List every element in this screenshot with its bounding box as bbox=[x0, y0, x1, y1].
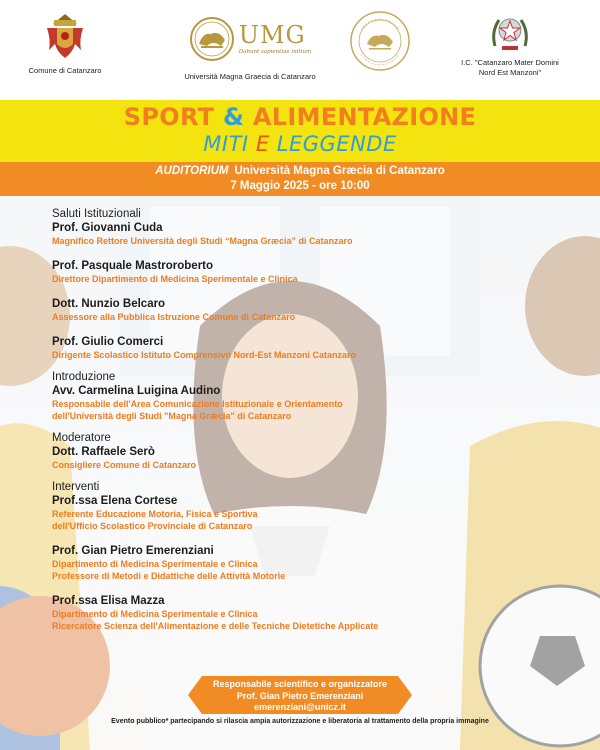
umg-anniversary-seal-icon bbox=[349, 10, 411, 72]
logo-caption-ic-line1: I.C. "Catanzaro Mater Domini bbox=[461, 58, 559, 67]
section-heading-saluti: Saluti Istituzionali bbox=[52, 208, 141, 220]
umg-motto: Dabunt sapientiae initium bbox=[238, 49, 312, 55]
organizer-title: Responsabile scientifico e organizzatore bbox=[212, 679, 388, 689]
speaker-role: Referente Educazione Motoria, Fisica e Sportiva bbox=[52, 509, 258, 519]
event-title bbox=[0, 103, 600, 131]
subtitle-word-leggende: LEGGENDE bbox=[276, 132, 397, 156]
umg-wordmark: UMG bbox=[238, 21, 306, 49]
title-word-sport: SPORT bbox=[123, 103, 215, 131]
program bbox=[52, 207, 572, 632]
logo-caption-umg: Università Magna Graecia di Catanzaro bbox=[184, 72, 316, 81]
speaker-role: Dipartimento di Medicina Sperimentale e Clinica bbox=[52, 609, 258, 619]
umg-logo-icon bbox=[189, 16, 235, 62]
speaker-role: Assessore alla Pubblica Istruzione Comune di Catanzaro bbox=[52, 312, 296, 322]
title-word-alimentazione: ALIMENTAZIONE bbox=[252, 103, 477, 131]
event-date: 7 Maggio 2025 - ore 10:00 bbox=[230, 180, 370, 192]
speaker-name: Prof.ssa Elisa Mazza bbox=[52, 595, 165, 607]
speaker-role: Responsabile dell'Area Comunicazione Istituzionale e Orientamento bbox=[52, 399, 343, 409]
speaker-name: Prof. Giulio Comerci bbox=[52, 336, 164, 348]
italian-republic-emblem-icon bbox=[489, 10, 531, 54]
logo-istituto-comprensivo bbox=[430, 10, 590, 78]
speaker-role: dell'Ufficio Scolastico Provinciale di Catanzaro bbox=[52, 521, 253, 531]
disclaimer: Evento pubblico* partecipando si rilascia ampia autorizzazione e liberatoria al trattamento della propria immagine bbox=[111, 718, 489, 725]
speaker-name: Avv. Carmelina Luigina Audino bbox=[52, 385, 221, 397]
venue-line bbox=[0, 164, 600, 179]
event-subtitle bbox=[0, 132, 600, 156]
title-band bbox=[0, 100, 600, 162]
speaker-role: Ricercatore Scienza dell'Alimentazione e delle Tecniche Dietetiche Applicate bbox=[52, 621, 379, 631]
section-heading-introduzione: Introduzione bbox=[52, 371, 116, 383]
speaker-role: Consigliere Comune di Catanzaro bbox=[52, 460, 197, 470]
venue-name: Università Magna Græcia di Catanzaro bbox=[234, 165, 445, 177]
section-heading-interventi: Interventi bbox=[52, 481, 100, 493]
organizer-name: Prof. Gian Pietro Emerenziani bbox=[236, 690, 364, 701]
logo-caption-ic-line2: Nord Est Manzoni" bbox=[478, 68, 542, 77]
speaker-role: Direttore Dipartimento di Medicina Sperimentale e Clinica bbox=[52, 274, 298, 284]
speaker-name: Prof. Gian Pietro Emerenziani bbox=[52, 545, 214, 557]
speaker-name: Prof. Pasquale Mastroroberto bbox=[52, 260, 214, 272]
speaker-name: Prof. Giovanni Cuda bbox=[52, 222, 163, 234]
speaker-role: Magnifico Rettore Università degli Studi “Magna Græcia” di Catanzaro bbox=[52, 236, 353, 246]
logo-umg-seal bbox=[345, 10, 415, 72]
organizer-email[interactable]: emerenziani@unicz.it bbox=[254, 702, 346, 712]
subtitle-word-miti: MITI bbox=[203, 132, 249, 156]
speaker-name: Prof.ssa Elena Cortese bbox=[52, 495, 178, 507]
speaker-name: Dott. Raffaele Serò bbox=[52, 446, 155, 458]
speaker-role: Dirigente Scolastico Istituto Comprensivo Nord-Est Manzoni Catanzaro bbox=[52, 350, 357, 360]
auditorium-label: AUDITORIUM bbox=[155, 165, 229, 177]
title-ampersand: & bbox=[222, 103, 245, 131]
logo-umg bbox=[165, 10, 335, 82]
organizer-box bbox=[188, 676, 412, 714]
venue-date-band bbox=[0, 162, 600, 196]
speaker-name: Dott. Nunzio Belcaro bbox=[52, 298, 166, 310]
speaker-role: Professore di Metodi e Didattiche delle Attività Motorie bbox=[52, 571, 286, 581]
catanzaro-coat-of-arms-icon bbox=[45, 10, 85, 62]
speaker-role: dell'Università degli Studi "Magna Græcia" di Catanzaro bbox=[52, 411, 292, 421]
logo-comune-catanzaro bbox=[10, 10, 120, 76]
subtitle-word-e: E bbox=[255, 132, 270, 156]
logo-caption-comune: Comune di Catanzaro bbox=[28, 66, 102, 75]
section-heading-moderatore: Moderatore bbox=[52, 432, 111, 444]
header-logos bbox=[0, 0, 600, 100]
speaker-role: Dipartimento di Medicina Sperimentale e Clinica bbox=[52, 559, 258, 569]
